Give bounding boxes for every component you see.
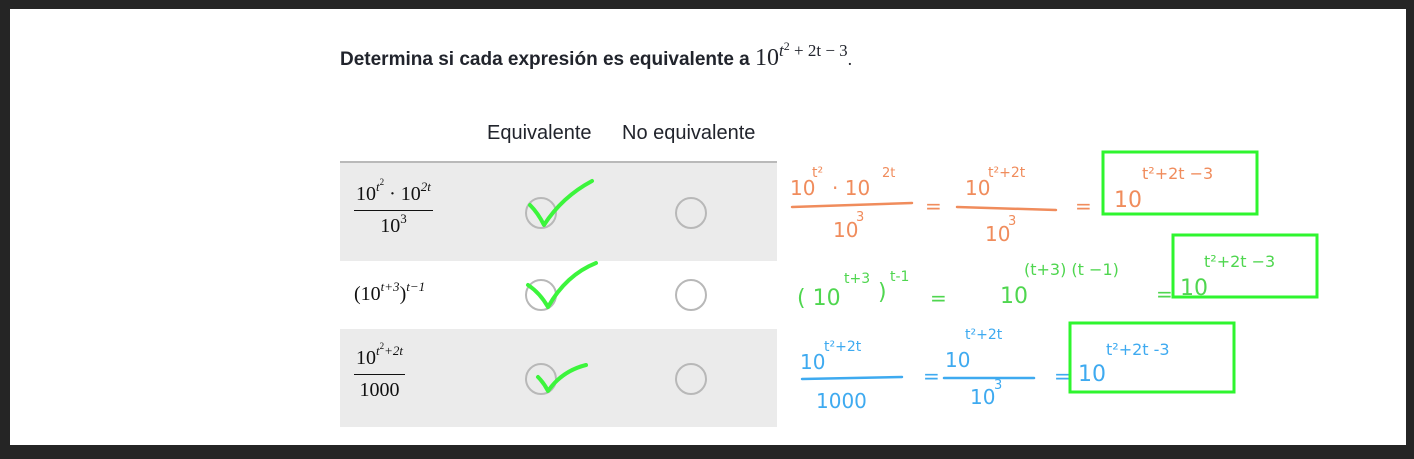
ann2-left-exp: t+3: [844, 271, 871, 287]
question-text: Determina si cada expresión es equivalente a: [340, 49, 750, 70]
ann3-left-num: 10: [800, 350, 826, 374]
ann1-eq2: =: [1075, 194, 1092, 218]
ann3-mid-den: 10: [970, 385, 996, 409]
ann2-mid-exp: (t+3) (t −1): [1024, 260, 1119, 279]
ann3-eq: =: [923, 364, 940, 388]
ann2-eq: =: [930, 286, 947, 310]
ann1-left-num-exp: t²: [812, 165, 824, 181]
ann1-left-den: 10: [833, 218, 859, 242]
ann2-left-close: ): [878, 280, 887, 305]
ann1-mid-den-exp: 3: [1008, 214, 1017, 229]
ann3-mid-num-exp: t²+2t: [965, 327, 1003, 343]
ann1-left-den-exp: 3: [856, 210, 865, 225]
target-expression: $10^{t^2 + 2t - 3}$: [755, 39, 848, 71]
ann2-left: ( 10: [797, 286, 841, 311]
ann2-eq2: =: [1156, 282, 1173, 306]
ann1-mid-num: 10: [965, 176, 991, 200]
annotation-line-2: [797, 260, 1173, 311]
ann1-mid-num-exp: t²+2t: [988, 165, 1026, 181]
ann1-result-exp: t²+2t −3: [1142, 164, 1214, 183]
column-header-equivalent: Equivalente: [487, 122, 592, 144]
ann1-left-num: 10: [790, 176, 816, 200]
column-header-not-equivalent: No equivalente: [622, 122, 756, 144]
ann2-result: 10: [1180, 276, 1208, 301]
ann1-left-mid: · 10: [832, 176, 871, 200]
handwritten-annotations: [10, 9, 1406, 445]
ann2-left-outer: t-1: [890, 269, 910, 285]
ann3-left-num-exp: t²+2t: [824, 339, 862, 355]
expression-2: $(10^{t+3})^{t-1}$: [354, 279, 426, 305]
exercise-page: [10, 9, 1406, 445]
ann2-result-exp: t²+2t −3: [1204, 252, 1276, 271]
ann3-mid-den-exp: 3: [994, 378, 1003, 393]
expression-3: $\frac{10^{t^2+2t}}{1000}$: [356, 341, 404, 401]
question-prompt: Determina si cada expresión es equivalente a $10^{t^2 + 2t - 3}$.: [340, 39, 853, 71]
expression-1: $\frac{10^{t^2} \cdot 10^{2t}}{10^3}$: [356, 177, 431, 237]
ann1-eq: =: [925, 194, 942, 218]
ann1-result: 10: [1114, 188, 1142, 213]
ann3-result: 10: [1078, 362, 1106, 387]
annotation-line-3: [800, 327, 1071, 413]
ann3-mid-num: 10: [945, 348, 971, 372]
ann3-left-den: 1000: [816, 389, 867, 413]
ann3-result-exp: t²+2t -3: [1106, 340, 1170, 359]
ann2-mid: 10: [1000, 284, 1028, 309]
ann1-mid-den: 10: [985, 222, 1011, 246]
ann1-left-exp2: 2t: [882, 166, 896, 181]
ann3-eq2: =: [1054, 364, 1071, 388]
